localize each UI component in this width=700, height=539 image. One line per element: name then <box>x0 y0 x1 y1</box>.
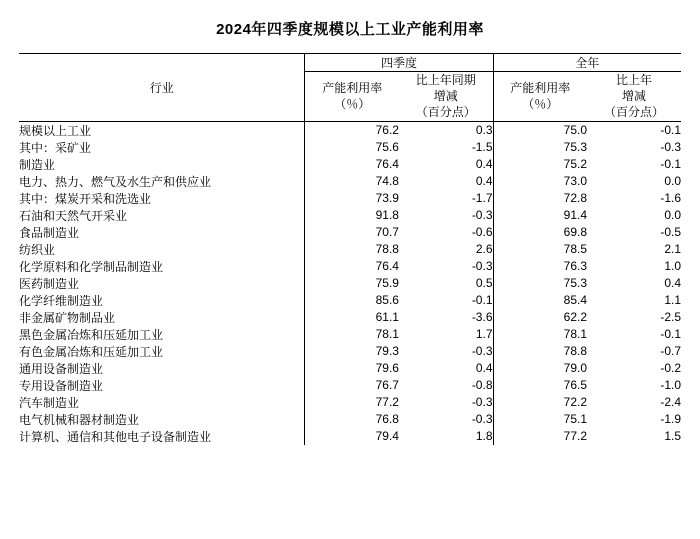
table-row <box>19 377 681 394</box>
cell-year-change: -0.7 <box>660 344 682 359</box>
cell-year-change: 0.0 <box>664 208 682 223</box>
row-industry-label: 规模以上工业 <box>18 123 91 138</box>
cell-q4-rate: 76.2 <box>305 121 399 139</box>
table-row <box>19 258 681 275</box>
header-q4-change-line3: （百分点） <box>415 105 476 120</box>
cell-q4-change: 0.5 <box>475 276 493 291</box>
cell-q4-rate: 74.8 <box>305 173 399 190</box>
row-industry-label: 黑色金属冶炼和压延加工业 <box>18 327 163 342</box>
cell-q4-change: 1.7 <box>475 327 493 342</box>
cell-q4-change: -0.3 <box>471 344 493 359</box>
cell-q4-rate: 61.1 <box>305 309 399 326</box>
cell-q4-change: -0.3 <box>471 208 493 223</box>
cell-year-rate: 72.2 <box>493 394 587 411</box>
cell-q4-rate: 79.4 <box>305 428 399 445</box>
header-group-year: 全年 <box>493 54 681 72</box>
cell-q4-change: -0.3 <box>471 412 493 427</box>
header-q4-change <box>399 72 493 122</box>
cell-q4-rate: 77.2 <box>305 394 399 411</box>
cell-year-rate: 75.3 <box>493 139 587 156</box>
header-group-q4: 四季度 <box>305 54 493 72</box>
cell-q4-rate: 75.6 <box>305 139 399 156</box>
header-year-change-line1: 比上年 <box>616 73 653 87</box>
cell-year-rate: 76.3 <box>493 258 587 275</box>
cell-year-rate: 76.5 <box>493 377 587 394</box>
row-industry-label: 化学纤维制造业 <box>18 293 103 308</box>
cell-year-rate: 78.8 <box>493 343 587 360</box>
cell-q4-rate: 85.6 <box>305 292 399 309</box>
cell-year-rate: 75.0 <box>493 121 587 139</box>
row-industry-label: 其中：煤炭开采和洗选业 <box>18 191 151 206</box>
cell-q4-rate: 79.6 <box>305 360 399 377</box>
header-industry: 行业 <box>19 54 305 122</box>
row-industry-label: 汽车制造业 <box>18 395 79 410</box>
table-row <box>19 207 681 224</box>
cell-q4-rate: 78.8 <box>305 241 399 258</box>
table-row <box>19 394 681 411</box>
cell-year-change: -0.1 <box>660 327 682 342</box>
table-row <box>19 173 681 190</box>
cell-year-change: -1.0 <box>660 378 682 393</box>
row-industry-label: 非金属矿物制品业 <box>18 310 115 325</box>
cell-q4-change: -0.1 <box>471 293 493 308</box>
page-title: 2024年四季度规模以上工业产能利用率 <box>216 21 484 38</box>
cell-q4-change: -1.5 <box>471 140 493 155</box>
cell-q4-change: 0.4 <box>475 361 493 376</box>
row-industry-label: 通用设备制造业 <box>18 361 103 376</box>
header-year-rate-line2: （％） <box>522 97 559 112</box>
table-row <box>19 190 681 207</box>
cell-q4-change: -3.6 <box>471 310 493 325</box>
row-industry-label: 电力、热力、燃气及水生产和供应业 <box>18 174 211 189</box>
cell-year-change: 1.0 <box>664 259 682 274</box>
cell-q4-rate: 76.4 <box>305 156 399 173</box>
table-row <box>19 343 681 360</box>
cell-year-rate: 85.4 <box>493 292 587 309</box>
cell-year-change: 0.0 <box>664 174 682 189</box>
cell-year-rate: 69.8 <box>493 224 587 241</box>
header-year-rate <box>493 72 587 122</box>
cell-q4-change: 0.4 <box>475 157 493 172</box>
cell-year-rate: 79.0 <box>493 360 587 377</box>
header-group-row <box>19 54 681 72</box>
cell-year-change: -0.3 <box>660 140 682 155</box>
cell-q4-change: -1.7 <box>471 191 493 206</box>
table-header <box>19 54 681 122</box>
table-body <box>19 121 681 445</box>
row-industry-label: 计算机、通信和其他电子设备制造业 <box>18 429 211 444</box>
header-year-change <box>587 72 681 122</box>
capacity-utilization-table <box>19 53 681 445</box>
cell-year-change: 1.5 <box>664 429 682 444</box>
cell-year-change: -0.1 <box>660 157 682 172</box>
row-industry-label: 电气机械和器材制造业 <box>18 412 139 427</box>
cell-year-rate: 62.2 <box>493 309 587 326</box>
row-industry-label: 纺织业 <box>18 242 55 257</box>
row-industry-label: 专用设备制造业 <box>18 378 103 393</box>
cell-year-change: -1.9 <box>660 412 682 427</box>
cell-year-change: -0.2 <box>660 361 682 376</box>
cell-year-change: 2.1 <box>664 242 682 257</box>
cell-year-change: -0.1 <box>660 123 682 138</box>
cell-q4-rate: 76.7 <box>305 377 399 394</box>
cell-q4-rate: 91.8 <box>305 207 399 224</box>
cell-q4-change: -0.3 <box>471 395 493 410</box>
cell-year-rate: 75.1 <box>493 411 587 428</box>
cell-q4-change: 0.4 <box>475 174 493 189</box>
cell-year-change: -2.4 <box>660 395 682 410</box>
table-row <box>19 241 681 258</box>
table-row <box>19 428 681 445</box>
row-industry-label: 有色金属冶炼和压延加工业 <box>18 344 163 359</box>
table-row <box>19 224 681 241</box>
header-q4-rate-line1: 产能利用率 <box>322 81 383 96</box>
cell-year-change: -1.6 <box>660 191 682 206</box>
cell-q4-change: 0.3 <box>475 123 493 138</box>
cell-year-rate: 78.5 <box>493 241 587 258</box>
header-year-change-line3: （百分点） <box>604 105 665 120</box>
row-industry-label: 石油和天然气开采业 <box>18 208 127 223</box>
cell-q4-rate: 70.7 <box>305 224 399 241</box>
row-industry-label: 医药制造业 <box>18 276 79 291</box>
table-row <box>19 292 681 309</box>
cell-q4-rate: 73.9 <box>305 190 399 207</box>
cell-year-change: -0.5 <box>660 225 682 240</box>
cell-q4-rate: 76.4 <box>305 258 399 275</box>
cell-q4-change: -0.6 <box>471 225 493 240</box>
cell-q4-rate: 78.1 <box>305 326 399 343</box>
row-industry-label: 食品制造业 <box>18 225 79 240</box>
header-year-rate-line1: 产能利用率 <box>510 81 571 96</box>
header-q4-rate-line2: （％） <box>334 97 371 112</box>
row-industry-label: 其中：采矿业 <box>18 140 91 155</box>
header-q4-change-line1: 比上年同期 <box>415 73 476 87</box>
row-industry-label: 化学原料和化学制品制造业 <box>18 259 163 274</box>
table-row <box>19 411 681 428</box>
cell-year-rate: 77.2 <box>493 428 587 445</box>
table-row <box>19 275 681 292</box>
cell-q4-rate: 79.3 <box>305 343 399 360</box>
header-q4-rate <box>305 72 399 122</box>
cell-year-rate: 78.1 <box>493 326 587 343</box>
table-row <box>19 139 681 156</box>
cell-q4-change: 1.8 <box>475 429 493 444</box>
header-q4-change-line2: 增减 <box>433 89 458 104</box>
cell-q4-change: -0.3 <box>471 259 493 274</box>
cell-year-change: 1.1 <box>664 293 682 308</box>
cell-year-rate: 75.2 <box>493 156 587 173</box>
cell-year-rate: 91.4 <box>493 207 587 224</box>
cell-year-rate: 72.8 <box>493 190 587 207</box>
table-row <box>19 326 681 343</box>
cell-q4-change: 2.6 <box>475 242 493 257</box>
table-row <box>19 156 681 173</box>
cell-q4-rate: 75.9 <box>305 275 399 292</box>
header-year-change-line2: 增减 <box>622 89 647 104</box>
table-row <box>19 309 681 326</box>
cell-year-rate: 75.3 <box>493 275 587 292</box>
cell-year-change: -2.5 <box>660 310 682 325</box>
cell-q4-change: -0.8 <box>471 378 493 393</box>
cell-q4-rate: 76.8 <box>305 411 399 428</box>
cell-year-change: 0.4 <box>664 276 682 291</box>
row-industry-label: 制造业 <box>18 157 55 172</box>
table-row <box>19 360 681 377</box>
table-row <box>19 121 681 139</box>
cell-year-rate: 73.0 <box>493 173 587 190</box>
